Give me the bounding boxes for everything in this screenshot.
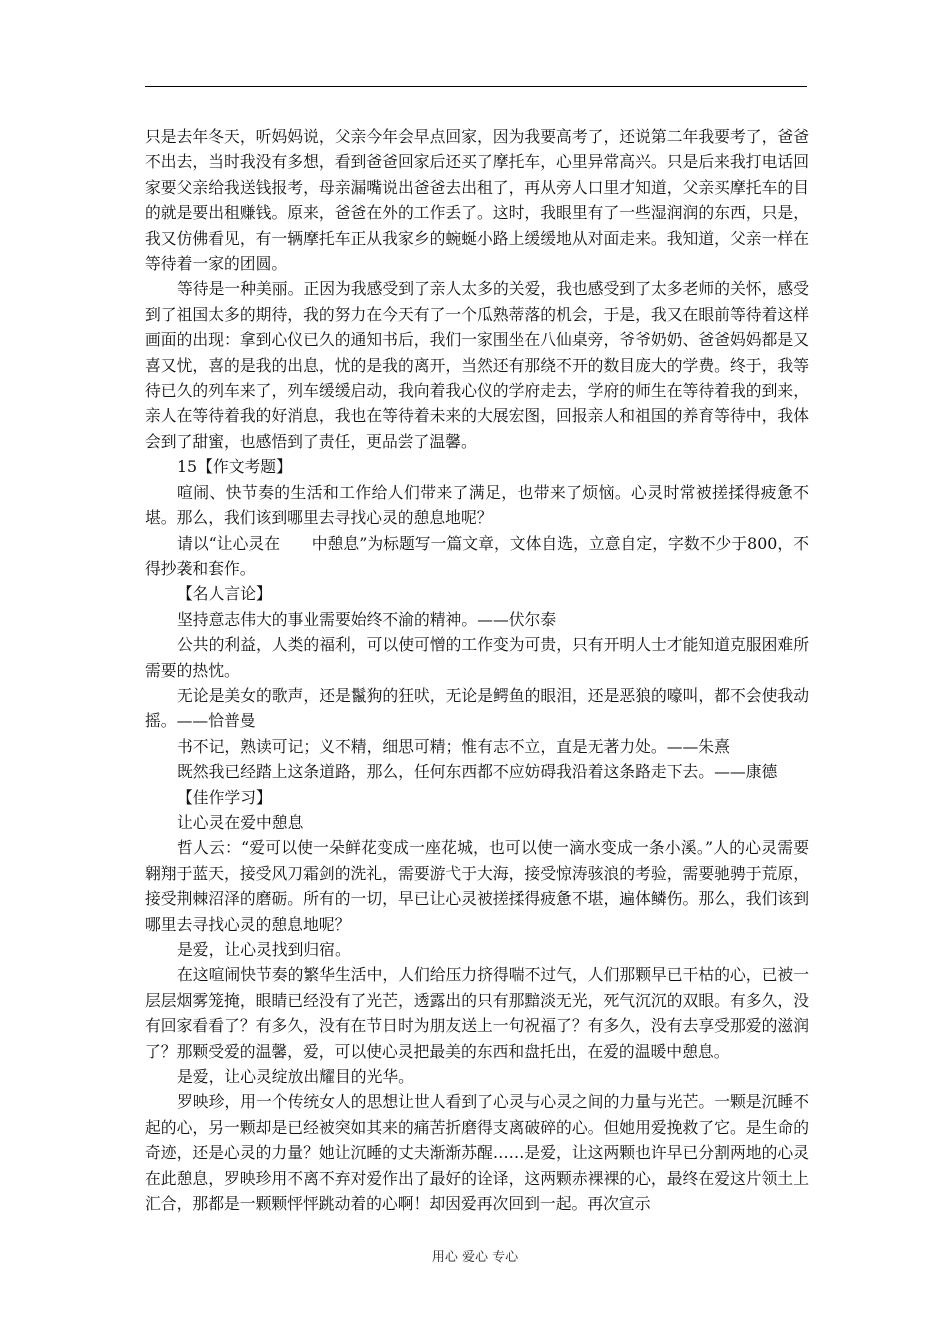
paragraph: 等待是一种美丽。正因为我感受到了亲人太多的关爱，我也感受到了太多老师的关怀，感受到了祖国太多的期待，我的努力在今天有了一个瓜熟蒂落的机会，于是，我又在眼前等待着这样画面的出现：拿到心仪已久的通知书后，我们一家围坐在八仙桌旁，爷爷奶奶、爸爸妈妈都是又喜又忧，喜的是我的出息，忧的是我的离开，当然还有那绕不开的数目庞大的学费。终于，我等待已久的列车来了，列车缓缓启动，我向着我心仪的学府走去，学府的师生在等待着我的到来，亲人在等待着我的好消息，我也在等待着未来的大展宏图，回报亲人和祖国的养育等待中，我体会到了甜蜜，也感悟到了责任，更品尝了温馨。 <box>145 279 809 451</box>
page-footer: 用心 爱心 专心 <box>431 1250 519 1265</box>
section-heading: 15【作文考题】 <box>177 457 292 477</box>
paragraph: 喧闹、快节奏的生活和工作给人们带来了满足，也带来了烦恼。心灵时常被搓揉得疲惫不堪。那么，我们该到哪里去寻找心灵的憩息地呢？ <box>145 482 809 528</box>
quote: 坚持意志伟大的事业需要始终不渝的精神。——伏尔泰 <box>177 609 557 629</box>
paragraph: 在这喧闹快节奏的繁华生活中，人们给压力挤得喘不过气，人们那颗早已干枯的心，已被一层层烟雾笼掩，眼睛已经没有了光芒，透露出的只有那黯淡无光，死气沉沉的双眼。有多久，没有回家看看了？有多久，没有在节日时为朋友送上一句祝福了？有多久，没有去享受那爱的滋润了？那颗受爱的温馨，爱，可以使心灵把最美的东西和盘托出，在爱的温暖中憩息。 <box>145 965 809 1061</box>
document-body <box>145 124 809 1216</box>
paragraph: 哲人云：“爱可以使一朵鲜花变成一座花城，也可以使一滴水变成一条小溪。”人的心灵需要翱翔于蓝天，接受风刀霜剑的洗礼，需要游弋于大海，接受惊涛骇浪的考验，需要驰骋于荒原，接受荆棘沼泽的磨砺。所有的一切，早已让心灵被搓揉得疲惫不堪，遍体鳞伤。那么，我们该到哪里去寻找心灵的憩息地呢？ <box>145 838 809 934</box>
section-heading: 【佳作学习】 <box>177 787 272 807</box>
paragraph: 罗映珍，用一个传统女人的思想让世人看到了心灵与心灵之间的力量与光芒。一颗是沉睡不起的心，另一颗却是已经被突如其来的痛苦折磨得支离破碎的心。但她用爱挽救了它。是生命的奇迹，还是心灵的力量？她让沉睡的丈夫渐渐苏醒……是爱，让这两颗也许早已分割两地的心灵在此憩息，罗映珍用不离不弃对爱作出了最好的诠译，这两颗赤裸裸的心，最终在爱这片领土上汇合，那都是一颗颗怦怦跳动着的心啊！却因爱再次回到一起。再次宣示 <box>145 1092 809 1214</box>
header-rule <box>145 86 807 87</box>
paragraph: 是爱，让心灵找到归宿。 <box>177 940 351 959</box>
quote: 既然我已经踏上这条道路，那么，任何东西都不应妨碍我沿着这条路走下去。——康德 <box>177 762 778 782</box>
quote: 公共的利益，人类的福利，可以使可憎的工作变为可贵，只有开明人士才能知道克服困难所需要的热忱。 <box>145 635 809 680</box>
paragraph: 是爱，让心灵绽放出耀目的光华。 <box>177 1067 414 1087</box>
paragraph: 只是去年冬天，听妈妈说，父亲今年会早点回家，因为我要高考了，还说第二年我要考了，爸爸不出去，当时我没有多想，看到爸爸回家后还买了摩托车，心里异常高兴。只是后来我打电话回家要父亲给我送钱报考，母亲漏嘴说出爸爸去出租了，再从旁人口里才知道，父亲买摩托车的目的就是要出租赚钱。原来，爸爸在外的工作丢了。这时，我眼里有了一些湿润润的东西，只是，我又仿佛看见，有一辆摩托车正从我家乡的蜿蜒小路上缓缓地从对面走来。我知道，父亲一样在等待着一家的团圆。 <box>145 127 809 274</box>
quote: 无论是美女的歌声，还是鬣狗的狂吠，无论是鳄鱼的眼泪，还是恶狼的嚎叫，都不会使我动摇。——恰普曼 <box>145 685 809 731</box>
section-heading: 【名人言论】 <box>177 584 272 604</box>
essay-title: 让心灵在爱中憩息 <box>177 812 304 832</box>
paragraph: 请以“让心灵在 中憩息”为标题写一篇文章，文体自选，立意自定，字数不少于800，不得抄袭和套作。 <box>145 533 809 578</box>
quote: 书不记，熟读可记；义不精，细思可精；惟有志不立，直是无著力处。——朱熹 <box>177 736 730 756</box>
